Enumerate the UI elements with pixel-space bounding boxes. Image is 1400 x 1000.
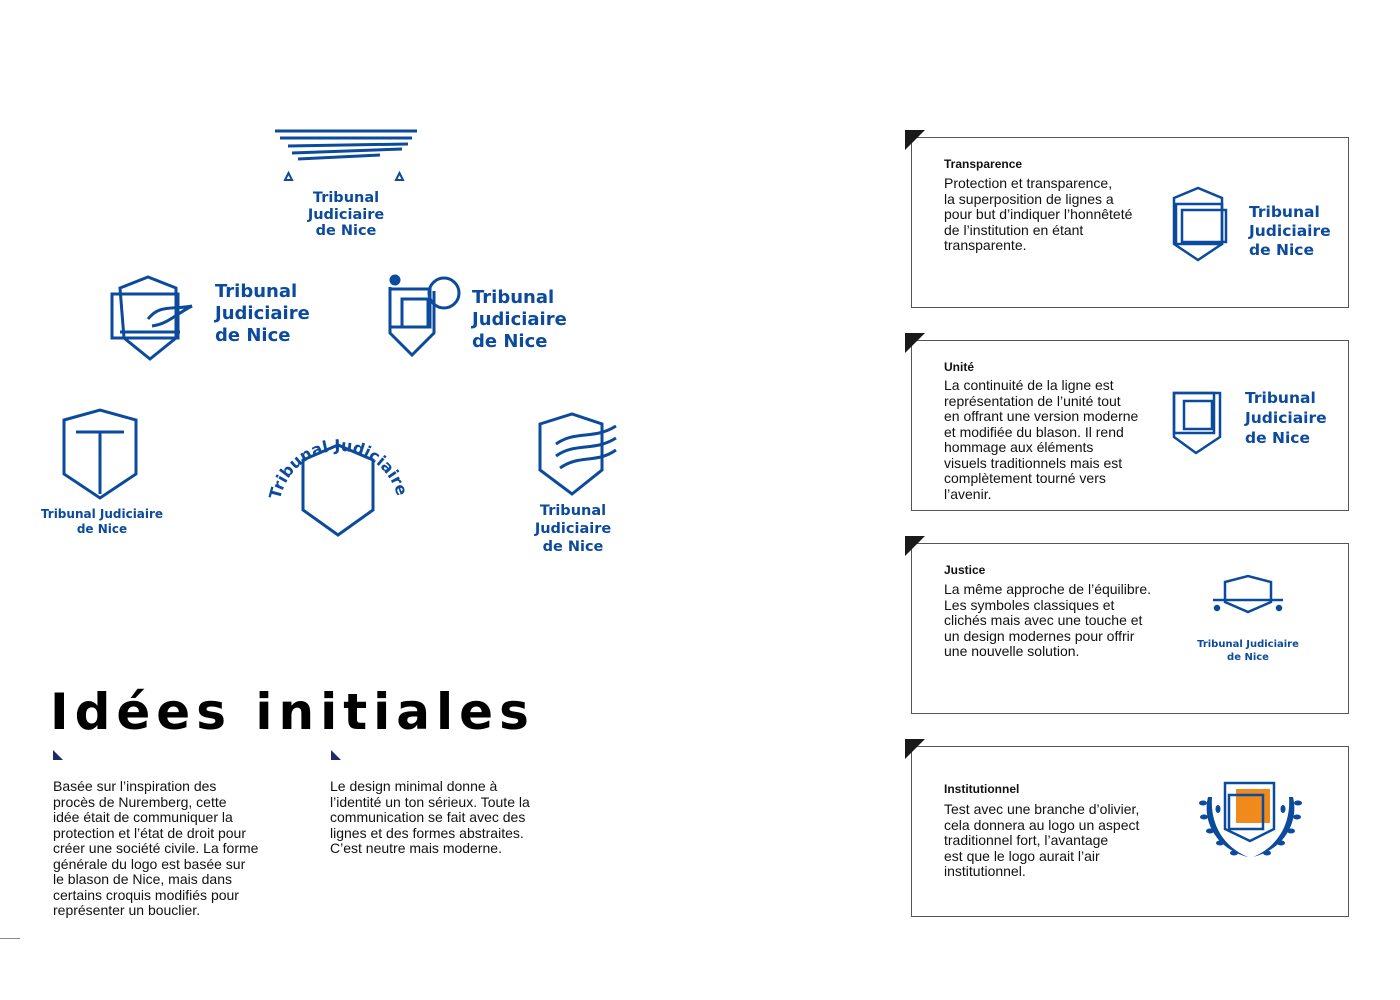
logo-line: de Nice bbox=[1249, 241, 1314, 259]
page-edge-rule bbox=[0, 938, 20, 939]
shield-flag-logo bbox=[536, 412, 621, 497]
shield-square-logo-text bbox=[472, 287, 567, 353]
card-logo bbox=[1211, 574, 1285, 614]
card-unite bbox=[911, 340, 1349, 511]
bullet-marker-icon bbox=[53, 750, 63, 760]
corner-marker-icon bbox=[905, 333, 925, 353]
card-logo bbox=[1198, 777, 1303, 867]
logo-line: Tribunal Judiciaire bbox=[307, 190, 385, 223]
arc-text: Tribunal Judiciaire de Nice bbox=[251, 385, 414, 503]
corner-marker-icon bbox=[905, 739, 925, 759]
logo-line: Tribunal bbox=[472, 287, 555, 308]
shield-square-logo bbox=[386, 273, 466, 363]
scales-logo-text bbox=[276, 190, 416, 240]
card-logo bbox=[1170, 186, 1230, 266]
shield-wave-icon bbox=[110, 274, 200, 364]
section-title: Idées initiales bbox=[50, 683, 535, 741]
card-title: Institutionnel bbox=[944, 782, 1020, 796]
scales-shield-icon bbox=[1211, 574, 1285, 614]
logo-line: Judiciaire bbox=[472, 309, 567, 330]
logo-line: Judiciaire bbox=[215, 303, 310, 324]
logo-line: Judiciaire bbox=[1245, 409, 1327, 427]
shield-overlap-icon bbox=[1170, 186, 1230, 266]
logo-line: de Nice bbox=[1245, 429, 1310, 447]
shield-continuous-icon bbox=[1170, 387, 1235, 462]
shield-t-icon bbox=[60, 408, 140, 503]
card-text: Test avec une branche d’olivier, cela donnera au logo un aspect traditionnel fort, l’avantage est que le logo aurait l’air institutionnel. bbox=[944, 801, 1140, 879]
logo-line: Tribunal bbox=[1245, 389, 1316, 407]
card-title: Transparence bbox=[944, 157, 1023, 171]
body-column-2: Le design minimal donne à l’identité un ton sérieux. Toute la communication se fait avec des lignes et des formes abstraites. C’est neutre mais moderne. bbox=[330, 778, 530, 856]
card-title: Justice bbox=[944, 563, 986, 577]
scales-icon bbox=[270, 128, 420, 188]
logo-line: de Nice bbox=[215, 325, 291, 346]
corner-marker-icon bbox=[905, 536, 925, 556]
logo-line: Tribunal Judiciaire bbox=[40, 507, 164, 521]
logo-line: de Nice bbox=[315, 223, 377, 240]
card-logo-text bbox=[1245, 388, 1327, 448]
logo-line: Tribunal bbox=[215, 281, 298, 302]
card-institutionnel bbox=[911, 746, 1349, 917]
card-justice bbox=[911, 543, 1349, 714]
arc-shield-icon bbox=[251, 385, 418, 545]
arc-text-logo bbox=[251, 385, 418, 545]
logo-line: Judiciaire bbox=[1249, 222, 1331, 240]
card-transparence bbox=[911, 137, 1349, 308]
card-title: Unité bbox=[944, 360, 974, 374]
corner-marker-icon bbox=[905, 130, 925, 150]
shield-wave-logo bbox=[110, 274, 200, 364]
logo-line: Tribunal Judiciaire bbox=[534, 503, 612, 537]
card-logo-text bbox=[1196, 638, 1300, 664]
card-logo bbox=[1170, 387, 1235, 462]
logo-line: de Nice bbox=[1227, 652, 1269, 663]
logo-line: de Nice bbox=[472, 331, 548, 352]
card-text: La continuité de la ligne est représentation de l’unité tout en offrant une version moderne et modifiée du blason. Il rend hommage aux éléments visuels traditionnels mais est complètement tourné vers l’avenir. bbox=[944, 377, 1139, 502]
logo-line: de Nice bbox=[542, 539, 604, 555]
body-column-1: Basée sur l’inspiration des procès de Nuremberg, cette idée était de communiquer la protection et l’état de droit pour créer une société civile. La forme générale du logo est basée sur le blason de Nice, mais dans certains croquis modifiés pour représenter un bouclier. bbox=[53, 778, 259, 918]
shield-flag-logo-text bbox=[500, 502, 646, 556]
shield-t-logo bbox=[60, 408, 140, 503]
logo-line: Tribunal bbox=[1249, 203, 1320, 221]
shield-square-icon bbox=[386, 273, 466, 363]
scales-logo bbox=[270, 128, 420, 188]
logo-line: de Nice bbox=[76, 522, 128, 536]
card-logo-text bbox=[1249, 203, 1331, 260]
logo-line: Tribunal Judiciaire bbox=[1197, 639, 1299, 650]
shield-wave-logo-text bbox=[215, 281, 310, 347]
shield-flag-icon bbox=[536, 412, 621, 497]
olive-branch-shield-icon bbox=[1198, 777, 1303, 867]
shield-t-logo-text bbox=[40, 507, 164, 537]
bullet-marker-icon bbox=[331, 750, 341, 760]
card-text: La même approche de l’équilibre. Les symboles classiques et clichés mais avec une touche et un design modernes pour offrir une nouvelle solution. bbox=[944, 581, 1152, 659]
svg-text:Tribunal Judiciaire de Nice bbox=[251, 385, 413, 503]
card-text: Protection et transparence, la superposition de lignes a pour but d’indiquer l’honnêteté de l’institution en étant transparente. bbox=[944, 175, 1133, 253]
